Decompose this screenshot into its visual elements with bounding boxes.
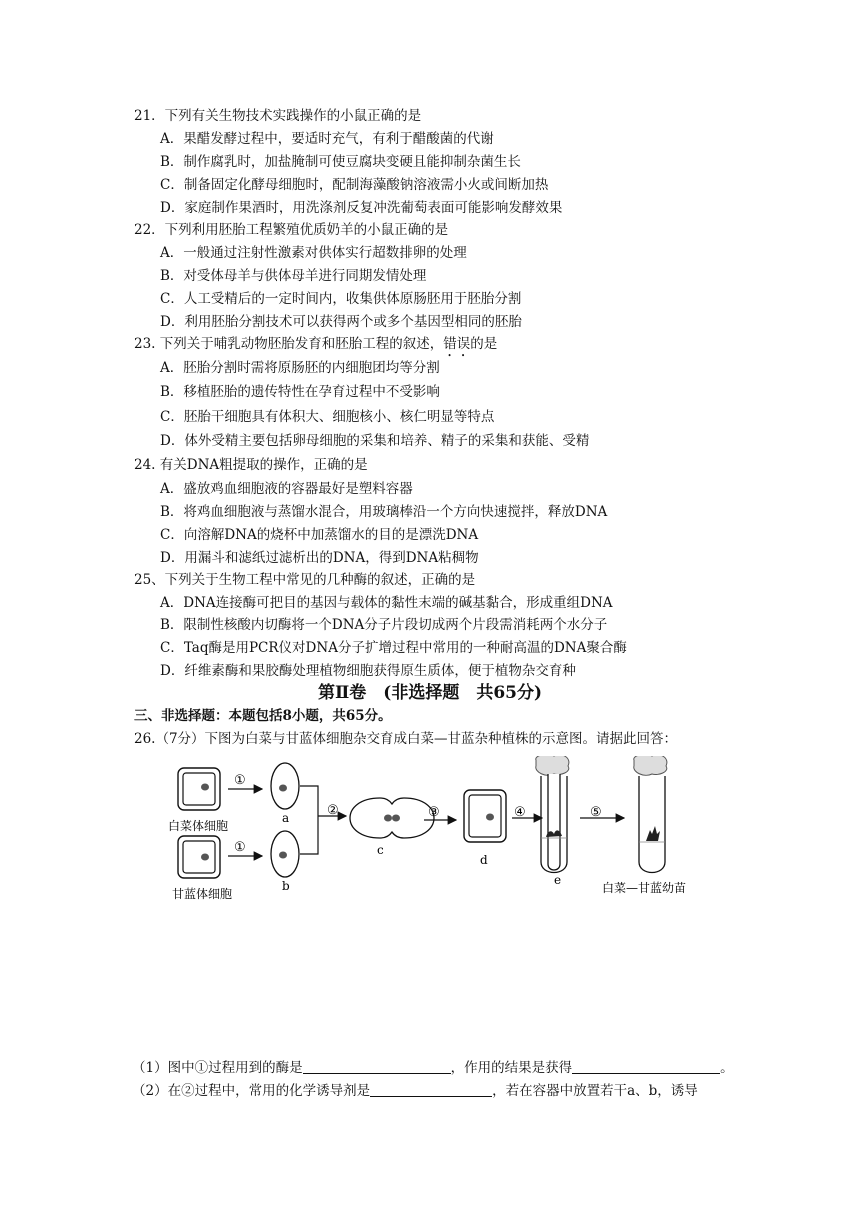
q23-stem-pre: 23. 下列关于哺乳动物胚胎发育和胚胎工程的叙述， <box>134 336 444 352</box>
q22-option-c: C．人工受精后的一定时间内，收集供体原肠胚用于胚胎分割 <box>160 291 522 307</box>
q22-stem: 22．下列利用胚胎工程繁殖优质奶羊的小鼠正确的是 <box>134 222 449 238</box>
q25-option-a: A．DNA连接酶可把目的基因与载体的黏性末端的碱基黏合，形成重组DNA <box>160 595 613 611</box>
q23-option-d: D．体外受精主要包括卵母细胞的采集和培养、精子的采集和获能、受精 <box>160 433 590 449</box>
section-instruction: 三、非选择题：本题包括8小题，共65分。 <box>134 708 392 724</box>
q26-stem: 26.（7分）下图为白菜与甘蓝体细胞杂交育成白菜—甘蓝杂种植株的示意图。请据此回答： <box>134 731 678 747</box>
q24-option-c: C．向溶解DNA的烧杯中加蒸馏水的目的是漂洗DNA <box>160 527 479 543</box>
answer-blank-1[interactable] <box>303 1059 451 1074</box>
q26-sub1-part1: （1）图中①过程用到的酶是 <box>132 1060 303 1076</box>
q22-option-d: D．利用胚胎分割技术可以获得两个或多个基因型相同的胚胎 <box>160 314 522 330</box>
label-cabbage-cell: 白菜体细胞 <box>168 819 229 833</box>
q25-option-c: C．Taq酶是用PCR仪对DNA分子扩增过程中常用的一种耐高温的DNA聚合酶 <box>160 640 627 656</box>
step1-top-label: ① <box>234 773 246 788</box>
q22-option-a: A．一般通过注射性激素对供体实行超数排卵的处理 <box>160 245 467 261</box>
q24-option-a: A．盛放鸡血细胞液的容器最好是塑料容器 <box>160 481 413 497</box>
kale-cell <box>178 836 220 878</box>
section-title: 第Ⅱ卷 (非选择题 共65分) <box>317 683 543 703</box>
q21-option-c: C．制备固定化酵母细胞时，配制海藻酸钠溶液需小火或间断加热 <box>160 177 549 193</box>
seedling-tube <box>634 756 667 873</box>
q24-stem: 24. 有关DNA粗提取的操作，正确的是 <box>134 457 368 473</box>
q26-sub1-part3: 。 <box>720 1060 734 1076</box>
step5-label: ⑤ <box>590 805 602 820</box>
q26-sub1-part2: ，作用的结果是获得 <box>450 1060 573 1076</box>
fused-cell-c <box>350 798 434 838</box>
q26-sub2-part2: ，若在容器中放置若干a、b，诱导 <box>492 1083 698 1099</box>
protoplast-b <box>271 831 299 877</box>
q26-sub2-part1: （2）在②过程中，常用的化学诱导剂是 <box>132 1083 371 1099</box>
q23-stem-emphasis: 错误 <box>443 336 471 352</box>
step2-label: ② <box>327 803 339 818</box>
answer-blank-2[interactable] <box>572 1059 720 1074</box>
test-tube-e <box>536 756 569 873</box>
label-a: a <box>282 811 290 825</box>
label-c: c <box>377 843 384 857</box>
protoplast-a <box>271 763 299 809</box>
label-e: e <box>554 873 562 887</box>
label-kale-cell: 甘蓝体细胞 <box>172 887 233 901</box>
step4-label: ④ <box>514 805 526 820</box>
q21-option-b: B．制作腐乳时，加盐腌制可使豆腐块变硬且能抑制杂菌生长 <box>160 154 521 170</box>
bracket-join <box>300 786 318 854</box>
q25-option-b: B．限制性核酸内切酶将一个DNA分子片段切成两个片段需消耗两个水分子 <box>160 617 608 633</box>
q21-option-d: D．家庭制作果酒时，用洗涤剂反复冲洗葡萄表面可能影响发酵效果 <box>160 200 563 216</box>
q21-stem: 21．下列有关生物技术实践操作的小鼠正确的是 <box>134 108 422 124</box>
answer-blank-3[interactable] <box>370 1082 492 1097</box>
q23-option-a: A．胚胎分割时需将原肠胚的内细胞团均等分割 <box>160 360 440 376</box>
q26-sub1 <box>132 1058 734 1078</box>
label-d: d <box>480 853 488 867</box>
q25-stem: 25、下列关于生物工程中常见的几种酶的叙述，正确的是 <box>134 572 476 588</box>
q24-option-b: B．将鸡血细胞液与蒸馏水混合，用玻璃棒沿一个方向快速搅拌，释放DNA <box>160 504 608 520</box>
cell-hybridization-diagram <box>150 756 740 906</box>
q25-option-d: D．纤维素酶和果胶酶处理植物细胞获得原生质体，便于植物杂交育种 <box>160 663 576 679</box>
q26-sub2 <box>132 1081 698 1101</box>
hybrid-cell-d <box>464 790 506 842</box>
q23-option-b: B．移植胚胎的遗传特性在孕育过程中不受影响 <box>160 384 440 400</box>
cabbage-cell <box>178 768 220 810</box>
q21-option-a: A．果醋发酵过程中，要适时充气，有利于醋酸菌的代谢 <box>160 131 494 147</box>
step3-label: ③ <box>428 805 440 820</box>
q24-option-d: D．用漏斗和滤纸过滤析出的DNA，得到DNA粘稠物 <box>160 550 479 566</box>
label-seedling: 白菜—甘蓝幼苗 <box>602 881 687 895</box>
q22-option-b: B．对受体母羊与供体母羊进行同期发情处理 <box>160 268 427 284</box>
q23-stem <box>134 334 497 360</box>
label-b: b <box>282 879 290 893</box>
step1-bottom-label: ① <box>234 840 246 855</box>
q23-stem-post: 的是 <box>470 336 498 352</box>
q23-option-c: C．胚胎干细胞具有体积大、细胞核小、核仁明显等特点 <box>160 409 495 425</box>
